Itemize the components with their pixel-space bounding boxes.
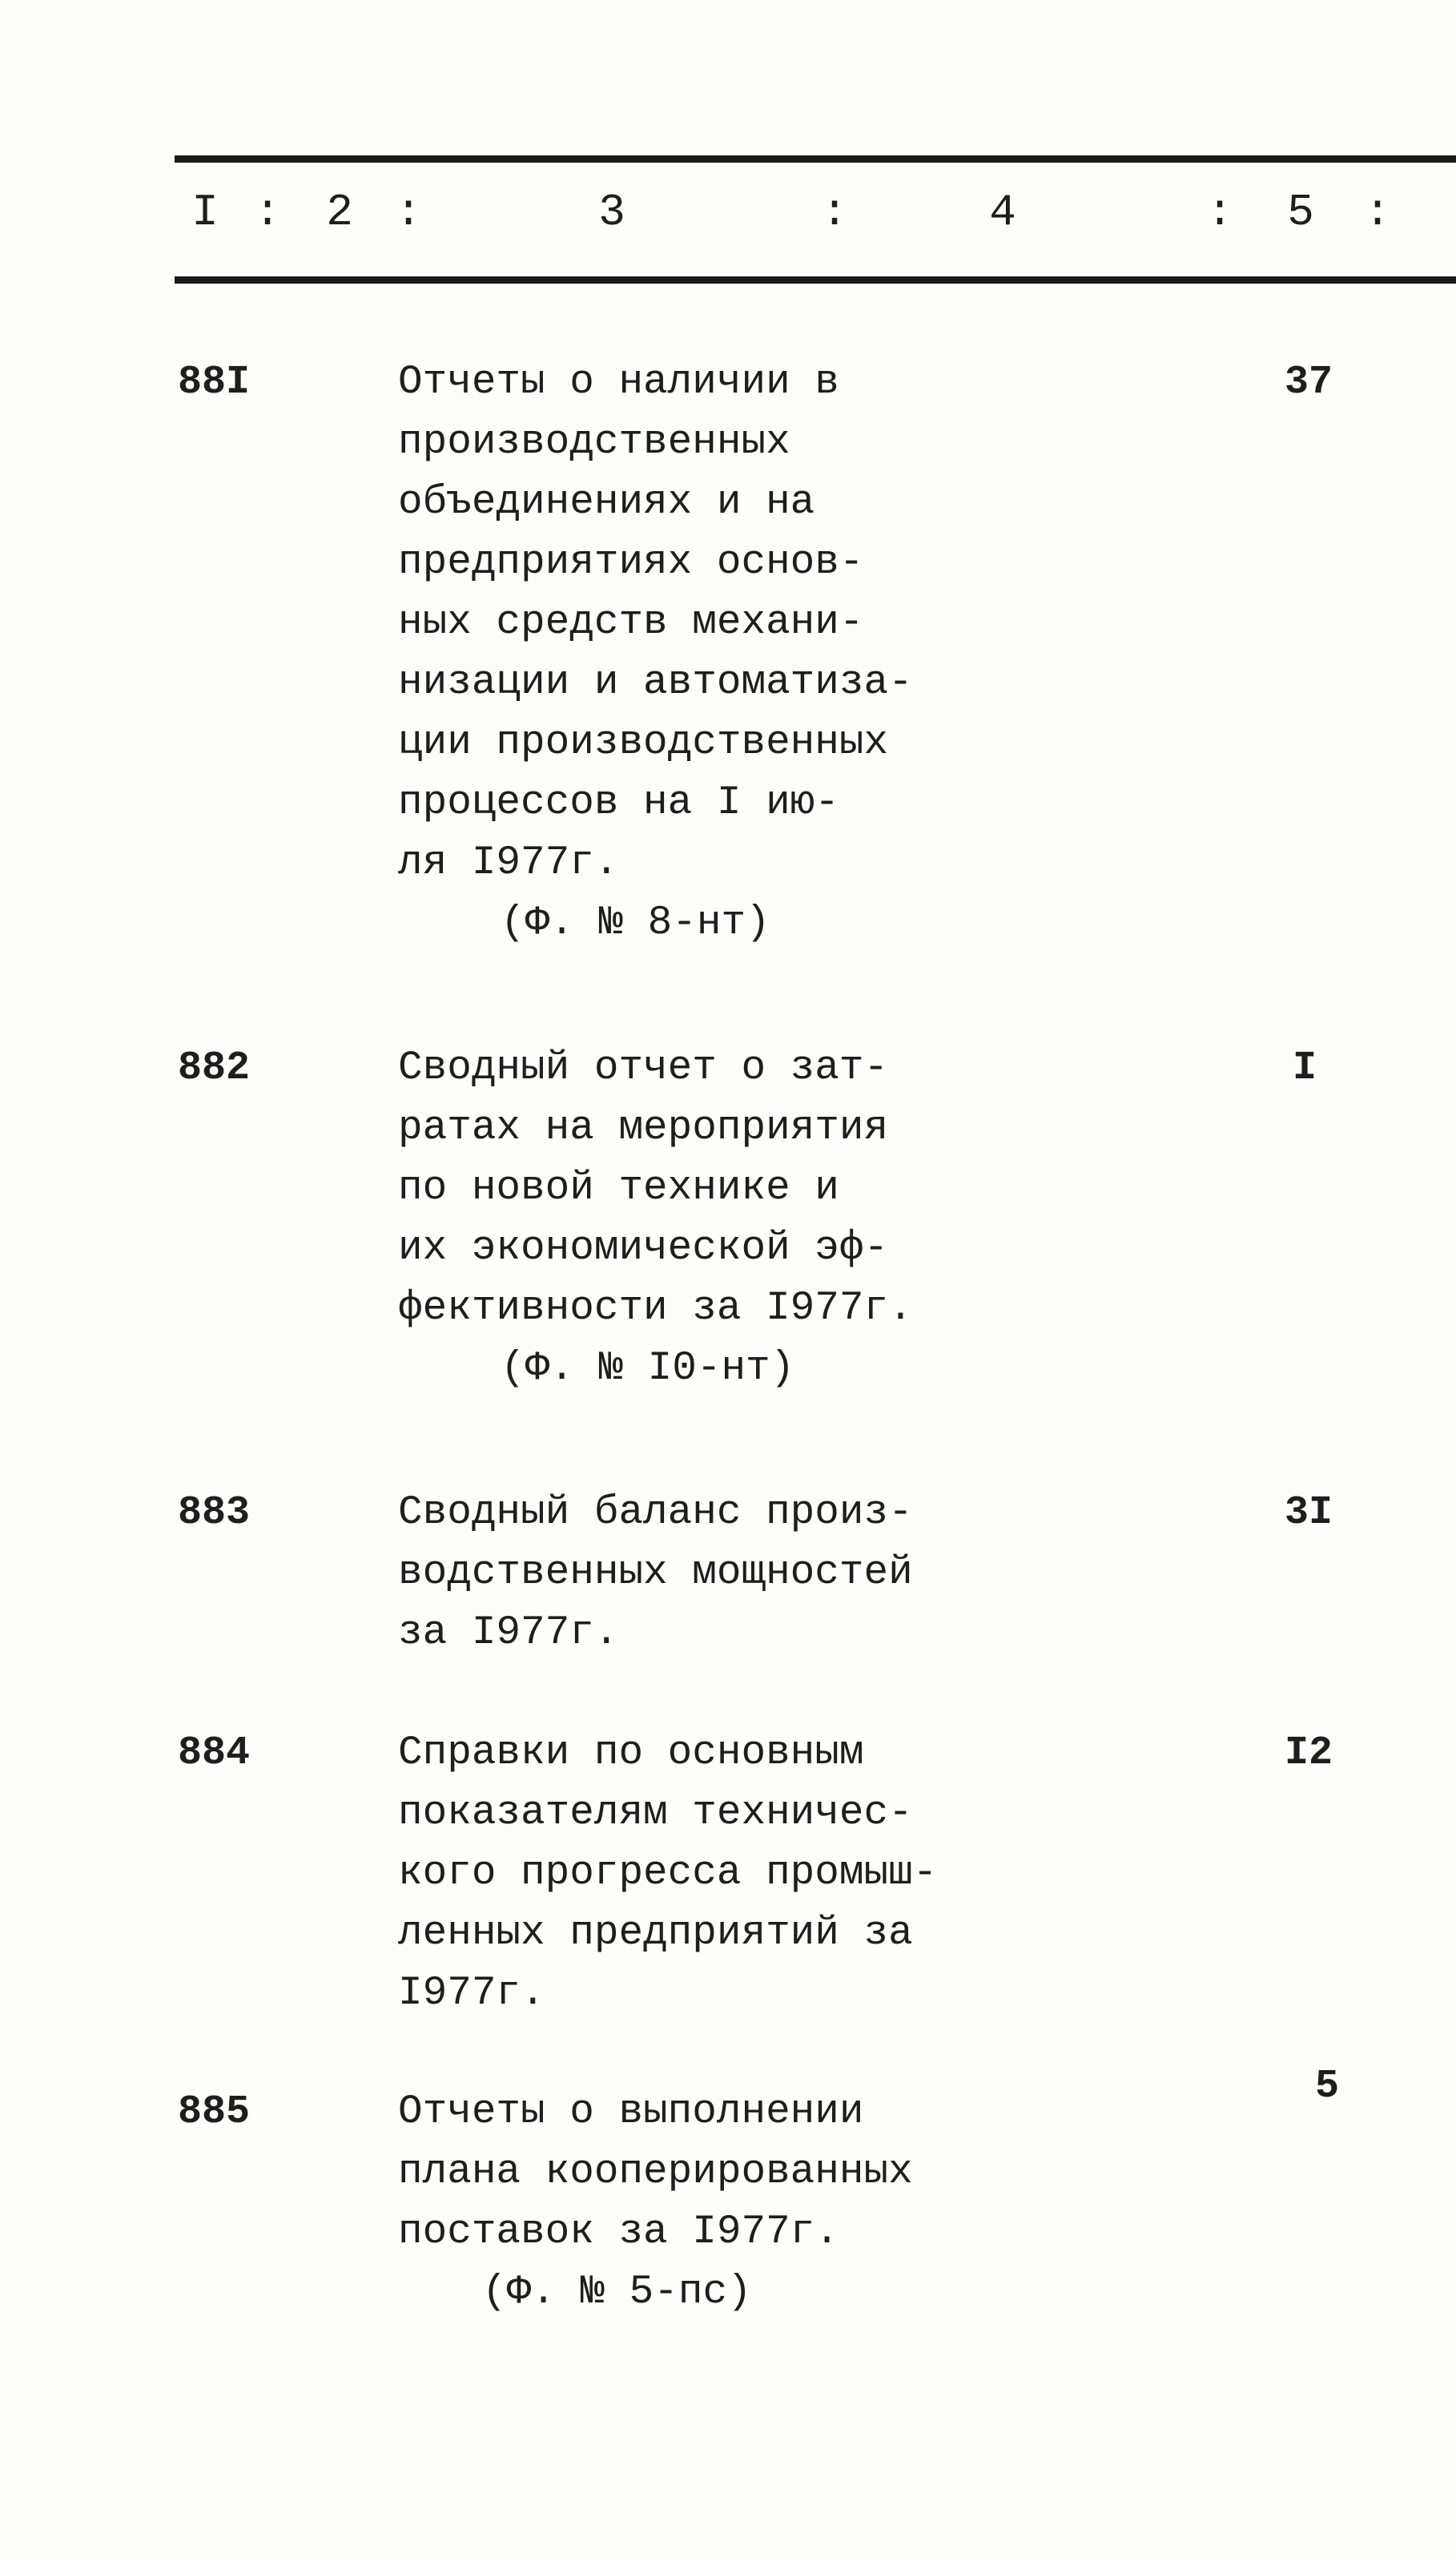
entry-number: 882: [178, 1045, 251, 1091]
description-line: объединениях и на: [398, 480, 815, 526]
description-line: Сводный отчет о зат-: [398, 1045, 889, 1091]
column-header-5: 5: [1287, 187, 1314, 238]
description-line: водственных мощностей: [398, 1550, 913, 1596]
description-line: низации и автоматиза-: [398, 660, 913, 706]
description-line: I977г.: [398, 1971, 545, 2016]
description-line: кого прогресса промыш-: [398, 1851, 938, 1896]
description-line: Сводный баланс произ-: [398, 1490, 913, 1536]
top-rule: [175, 155, 1456, 163]
column-header-2: 2: [326, 187, 353, 238]
sheet-count: 37: [1285, 360, 1333, 405]
description-line: ных средств механи-: [398, 600, 864, 646]
form-reference: (Ф. № 8-нт): [501, 900, 770, 946]
sheet-count: 5: [1315, 2064, 1340, 2109]
entry-number: 885: [178, 2089, 251, 2135]
description-line: Отчеты о наличии в: [398, 360, 839, 405]
description-line: предприятиях основ-: [398, 540, 864, 586]
entry-description: [398, 352, 913, 953]
description-line: ратах на мероприятия: [398, 1106, 889, 1151]
entry-number: 883: [178, 1490, 251, 1536]
form-reference: (Ф. № 5-пс): [482, 2270, 752, 2315]
description-line: ля I977г.: [398, 840, 619, 886]
sheet-count: I: [1293, 1045, 1317, 1091]
description-line: показателям техничес-: [398, 1791, 913, 1836]
description-line: Справки по основным: [398, 1730, 864, 1776]
header-bottom-rule: [175, 276, 1456, 284]
entry-number: 88I: [178, 360, 251, 405]
column-separator: :: [1364, 187, 1391, 238]
column-header-1: I: [191, 187, 219, 238]
column-separator: :: [1206, 187, 1233, 238]
description-line: процессов на I ию-: [398, 780, 839, 826]
description-line: фективности за I977г.: [398, 1286, 913, 1331]
column-separator: :: [254, 187, 281, 238]
description-line: за I977г.: [398, 1610, 619, 1656]
entry-description: [398, 1038, 913, 1399]
entry-number: 884: [178, 1730, 251, 1776]
sheet-count: 3I: [1285, 1490, 1333, 1536]
form-reference: (Ф. № I0-нт): [501, 1346, 795, 1392]
entry-description: [398, 2082, 913, 2322]
description-line: производственных: [398, 420, 790, 465]
description-line: ленных предприятий за: [398, 1911, 913, 1956]
entry-description: [398, 1723, 937, 2024]
column-header-3: 3: [598, 187, 625, 238]
entry-description: [398, 1483, 913, 1663]
description-line: поставок за I977г.: [398, 2210, 839, 2255]
column-header-4: 4: [989, 187, 1016, 238]
column-separator: :: [821, 187, 848, 238]
description-line: плана кооперированных: [398, 2149, 913, 2195]
description-line: по новой технике и: [398, 1166, 839, 1211]
column-separator: :: [395, 187, 422, 238]
description-line: ции производственных: [398, 720, 889, 766]
description-line: их экономической эф-: [398, 1226, 889, 1271]
sheet-count: I2: [1285, 1730, 1333, 1776]
description-line: Отчеты о выполнении: [398, 2089, 864, 2135]
